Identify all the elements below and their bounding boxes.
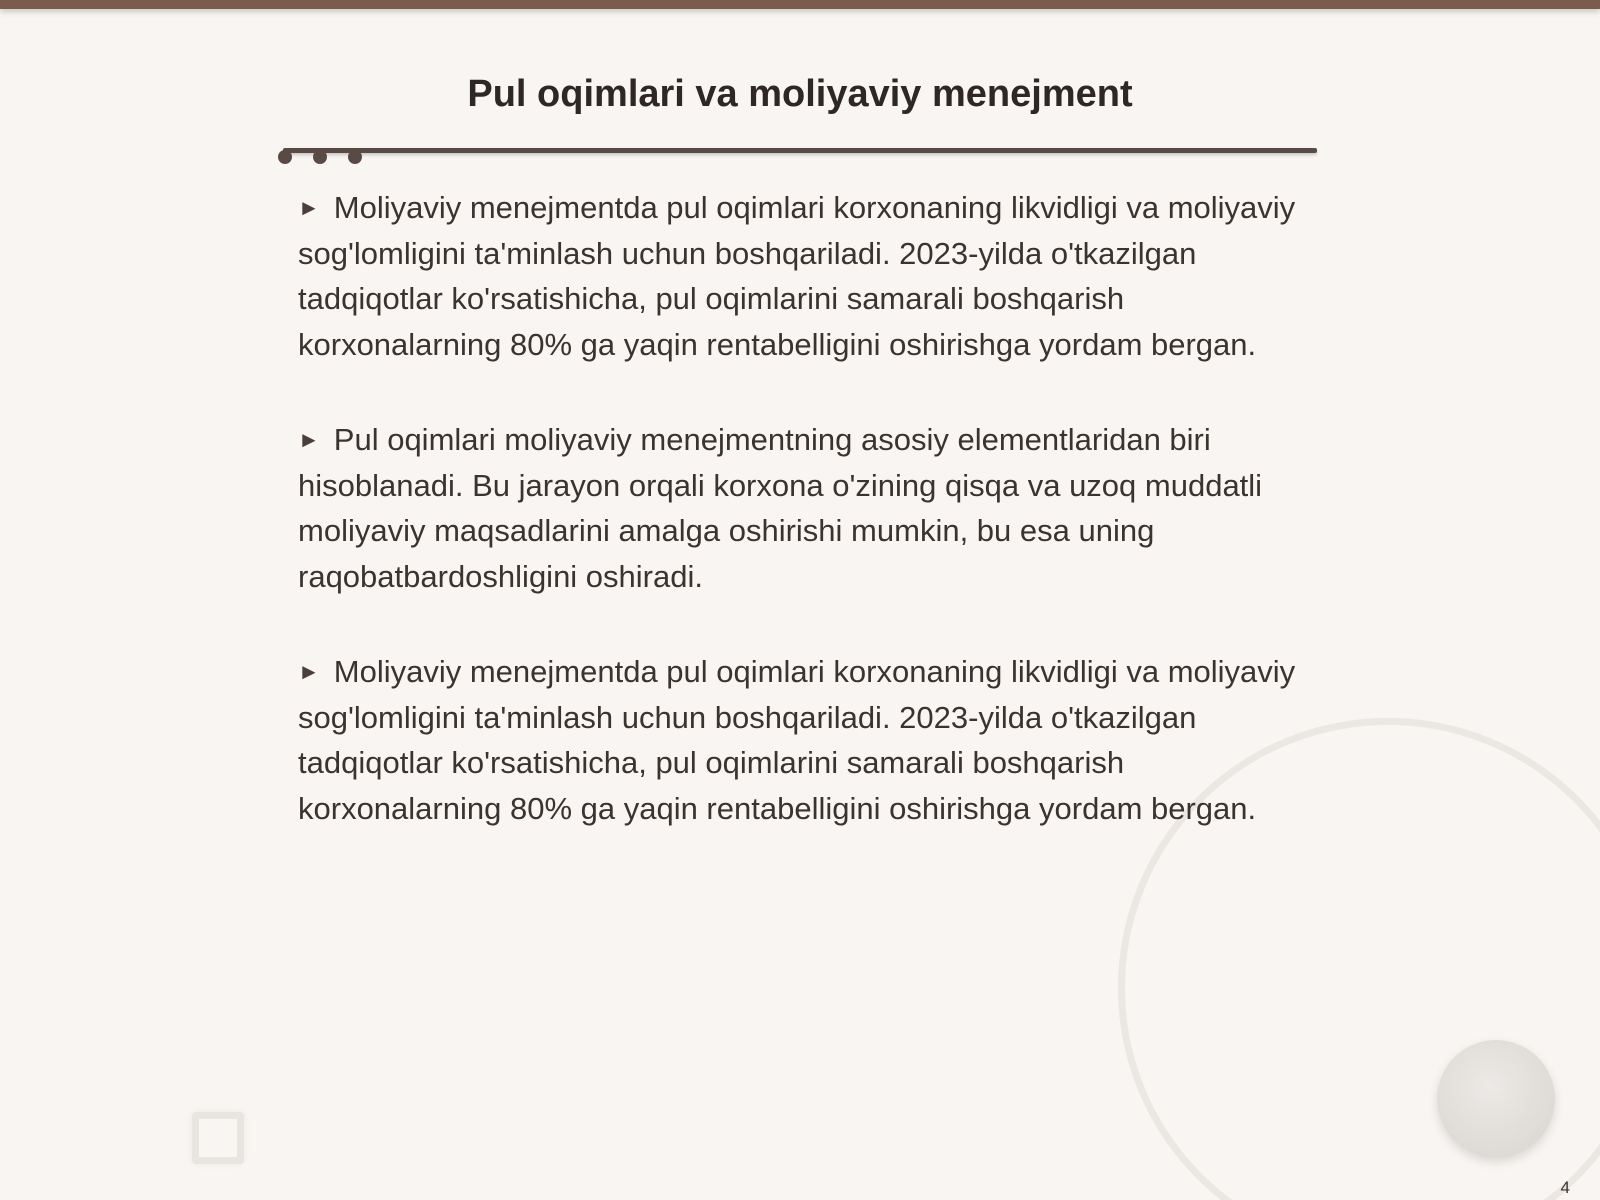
decorative-square xyxy=(192,1112,244,1164)
top-accent-bar xyxy=(0,0,1600,9)
list-item xyxy=(298,185,1308,367)
bullet-arrow-icon: ► xyxy=(298,195,320,220)
bullet-arrow-icon: ► xyxy=(298,427,320,452)
list-item-text: Moliyaviy menejmentda pul oqimlari korxonaning likvidligi va moliyaviy sog'lomligini ta'minlash uchun boshqariladi. 2023-yilda o'tkazilgan tadqiqotlar ko'rsatishicha, pul oqimlarini samarali boshqarish korxonalarning 80% ga yaqin rentabelligini oshirishga yordam bergan. xyxy=(298,190,1296,362)
bullet-list xyxy=(298,185,1308,881)
list-item xyxy=(298,417,1308,599)
divider-dot xyxy=(278,150,292,164)
divider-dot xyxy=(313,150,327,164)
bullet-arrow-icon: ► xyxy=(298,659,320,684)
title-divider xyxy=(283,148,1317,153)
list-item-text: Moliyaviy menejmentda pul oqimlari korxonaning likvidligi va moliyaviy sog'lomligini ta'minlash uchun boshqariladi. 2023-yilda o'tkazilgan tadqiqotlar ko'rsatishicha, pul oqimlarini samarali boshqarish korxonalarning 80% ga yaqin rentabelligini oshirishga yordam bergan. xyxy=(298,654,1296,826)
slide-title: Pul oqimlari va moliyaviy menejment xyxy=(467,73,1133,115)
page-number: 4 xyxy=(1560,1178,1570,1197)
list-item xyxy=(298,649,1308,831)
list-item-text: Pul oqimlari moliyaviy menejmentning asosiy elementlaridan biri hisoblanadi. Bu jarayon orqali korxona o'zining qisqa va uzoq muddatli moliyaviy maqsadlarini amalga oshirishi mumkin, bu esa uning raqobatbardoshligini oshiradi. xyxy=(298,422,1263,594)
divider-dot xyxy=(348,150,362,164)
decorative-circle xyxy=(1437,1040,1555,1158)
